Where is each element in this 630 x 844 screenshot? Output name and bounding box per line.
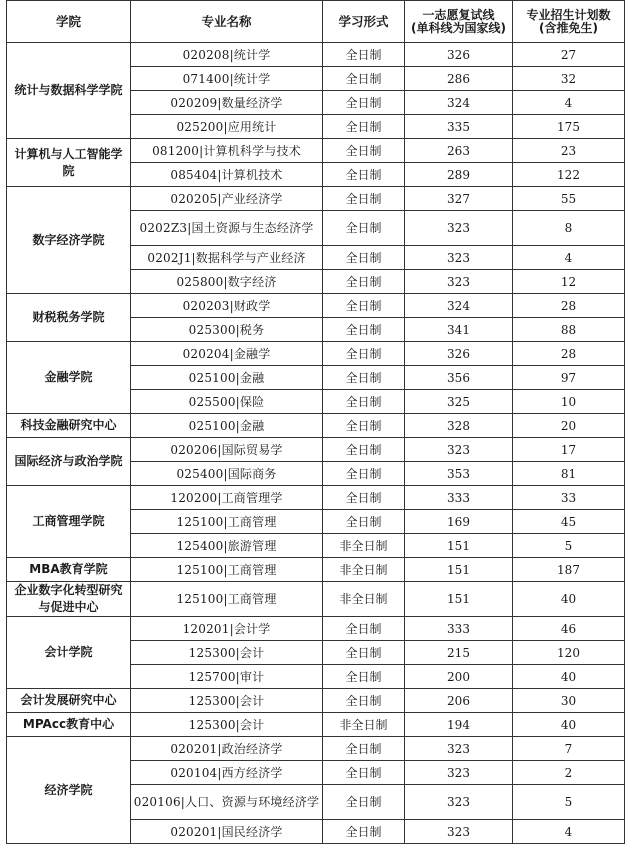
mode-cell: 全日制 [323, 67, 405, 91]
mode-cell: 全日制 [323, 187, 405, 211]
plan-cell: 23 [513, 139, 625, 163]
header-mode: 学习形式 [323, 1, 405, 43]
plan-cell: 187 [513, 558, 625, 582]
plan-cell: 28 [513, 294, 625, 318]
mode-cell: 全日制 [323, 785, 405, 820]
college-cell: 计算机与人工智能学院 [7, 139, 131, 187]
major-cell: 020201|政治经济学 [131, 737, 323, 761]
score-cell: 289 [405, 163, 513, 187]
mode-cell: 全日制 [323, 462, 405, 486]
table-row [7, 558, 625, 582]
plan-cell: 27 [513, 43, 625, 67]
major-cell: 125100|工商管理 [131, 582, 323, 617]
major-cell: 025500|保险 [131, 390, 323, 414]
score-cell: 323 [405, 246, 513, 270]
major-cell: 020106|人口、资源与环境经济学 [131, 785, 323, 820]
college-cell: 财税税务学院 [7, 294, 131, 342]
plan-cell: 32 [513, 67, 625, 91]
table-row [7, 582, 625, 617]
plan-cell: 4 [513, 820, 625, 844]
college-cell: 会计学院 [7, 617, 131, 689]
score-cell: 324 [405, 91, 513, 115]
plan-cell: 5 [513, 534, 625, 558]
mode-cell: 全日制 [323, 510, 405, 534]
score-cell: 200 [405, 665, 513, 689]
header-college: 学院 [7, 1, 131, 43]
score-cell: 206 [405, 689, 513, 713]
major-cell: 0202Z3|国土资源与生态经济学 [131, 211, 323, 246]
mode-cell: 全日制 [323, 318, 405, 342]
major-cell: 125300|会计 [131, 641, 323, 665]
major-cell: 125400|旅游管理 [131, 534, 323, 558]
mode-cell: 全日制 [323, 342, 405, 366]
major-cell: 120200|工商管理学 [131, 486, 323, 510]
mode-cell: 非全日制 [323, 582, 405, 617]
major-cell: 125100|工商管理 [131, 558, 323, 582]
mode-cell: 全日制 [323, 665, 405, 689]
score-cell: 356 [405, 366, 513, 390]
major-cell: 125300|会计 [131, 713, 323, 737]
score-cell: 341 [405, 318, 513, 342]
plan-cell: 122 [513, 163, 625, 187]
mode-cell: 全日制 [323, 139, 405, 163]
admission-table [6, 0, 625, 844]
score-cell: 328 [405, 414, 513, 438]
score-cell: 151 [405, 534, 513, 558]
table-row [7, 617, 625, 641]
plan-cell: 55 [513, 187, 625, 211]
college-cell: 数字经济学院 [7, 187, 131, 294]
major-cell: 020104|西方经济学 [131, 761, 323, 785]
mode-cell: 全日制 [323, 211, 405, 246]
plan-cell: 46 [513, 617, 625, 641]
table-row [7, 486, 625, 510]
mode-cell: 全日制 [323, 91, 405, 115]
mode-cell: 全日制 [323, 737, 405, 761]
major-cell: 020201|国民经济学 [131, 820, 323, 844]
plan-cell: 40 [513, 713, 625, 737]
mode-cell: 全日制 [323, 414, 405, 438]
score-cell: 215 [405, 641, 513, 665]
college-cell: MBA教育学院 [7, 558, 131, 582]
table-row [7, 737, 625, 761]
mode-cell: 全日制 [323, 270, 405, 294]
table-row [7, 187, 625, 211]
mode-cell: 全日制 [323, 246, 405, 270]
plan-cell: 2 [513, 761, 625, 785]
score-cell: 323 [405, 820, 513, 844]
score-cell: 323 [405, 737, 513, 761]
college-cell: 金融学院 [7, 342, 131, 414]
score-cell: 286 [405, 67, 513, 91]
major-cell: 081200|计算机科学与技术 [131, 139, 323, 163]
score-cell: 326 [405, 43, 513, 67]
table-row [7, 713, 625, 737]
major-cell: 020206|国际贸易学 [131, 438, 323, 462]
score-cell: 335 [405, 115, 513, 139]
table-body [7, 43, 625, 844]
mode-cell: 全日制 [323, 820, 405, 844]
major-cell: 125100|工商管理 [131, 510, 323, 534]
plan-cell: 12 [513, 270, 625, 294]
score-cell: 323 [405, 785, 513, 820]
college-cell: 工商管理学院 [7, 486, 131, 558]
plan-cell: 17 [513, 438, 625, 462]
mode-cell: 全日制 [323, 115, 405, 139]
major-cell: 020205|产业经济学 [131, 187, 323, 211]
major-cell: 025100|金融 [131, 366, 323, 390]
major-cell: 120201|会计学 [131, 617, 323, 641]
score-cell: 169 [405, 510, 513, 534]
mode-cell: 全日制 [323, 617, 405, 641]
score-cell: 151 [405, 582, 513, 617]
score-cell: 325 [405, 390, 513, 414]
plan-cell: 33 [513, 486, 625, 510]
table-row [7, 294, 625, 318]
college-cell: 国际经济与政治学院 [7, 438, 131, 486]
major-cell: 020208|统计学 [131, 43, 323, 67]
mode-cell: 全日制 [323, 163, 405, 187]
mode-cell: 全日制 [323, 294, 405, 318]
major-cell: 025300|税务 [131, 318, 323, 342]
table-row [7, 139, 625, 163]
score-cell: 333 [405, 617, 513, 641]
college-cell: 企业数字化转型研究与促进中心 [7, 582, 131, 617]
major-cell: 071400|统计学 [131, 67, 323, 91]
plan-cell: 40 [513, 665, 625, 689]
score-cell: 194 [405, 713, 513, 737]
mode-cell: 全日制 [323, 486, 405, 510]
major-cell: 025800|数字经济 [131, 270, 323, 294]
mode-cell: 全日制 [323, 366, 405, 390]
mode-cell: 全日制 [323, 689, 405, 713]
table-row [7, 438, 625, 462]
score-cell: 333 [405, 486, 513, 510]
plan-cell: 120 [513, 641, 625, 665]
score-cell: 326 [405, 342, 513, 366]
header-score: 一志愿复试线 (单科线为国家线) [405, 1, 513, 43]
mode-cell: 全日制 [323, 438, 405, 462]
mode-cell: 全日制 [323, 761, 405, 785]
score-cell: 323 [405, 270, 513, 294]
college-cell: 会计发展研究中心 [7, 689, 131, 713]
header-row [7, 1, 625, 43]
score-cell: 263 [405, 139, 513, 163]
college-cell: 经济学院 [7, 737, 131, 844]
plan-cell: 81 [513, 462, 625, 486]
score-cell: 324 [405, 294, 513, 318]
plan-cell: 45 [513, 510, 625, 534]
score-cell: 323 [405, 438, 513, 462]
header-major: 专业名称 [131, 1, 323, 43]
plan-cell: 30 [513, 689, 625, 713]
mode-cell: 全日制 [323, 390, 405, 414]
major-cell: 025200|应用统计 [131, 115, 323, 139]
plan-cell: 7 [513, 737, 625, 761]
major-cell: 020209|数量经济学 [131, 91, 323, 115]
major-cell: 125700|审计 [131, 665, 323, 689]
plan-cell: 88 [513, 318, 625, 342]
major-cell: 085404|计算机技术 [131, 163, 323, 187]
mode-cell: 全日制 [323, 43, 405, 67]
plan-cell: 28 [513, 342, 625, 366]
plan-cell: 4 [513, 91, 625, 115]
college-cell: 科技金融研究中心 [7, 414, 131, 438]
plan-cell: 4 [513, 246, 625, 270]
score-cell: 323 [405, 761, 513, 785]
major-cell: 020203|财政学 [131, 294, 323, 318]
score-cell: 323 [405, 211, 513, 246]
plan-cell: 8 [513, 211, 625, 246]
college-cell: 统计与数据科学学院 [7, 43, 131, 139]
table-row [7, 414, 625, 438]
score-cell: 353 [405, 462, 513, 486]
plan-cell: 97 [513, 366, 625, 390]
table-row [7, 689, 625, 713]
mode-cell: 非全日制 [323, 534, 405, 558]
major-cell: 025400|国际商务 [131, 462, 323, 486]
score-cell: 151 [405, 558, 513, 582]
college-cell: MPAcc教育中心 [7, 713, 131, 737]
plan-cell: 20 [513, 414, 625, 438]
plan-cell: 5 [513, 785, 625, 820]
mode-cell: 非全日制 [323, 558, 405, 582]
table-row [7, 342, 625, 366]
plan-cell: 175 [513, 115, 625, 139]
plan-cell: 40 [513, 582, 625, 617]
major-cell: 125300|会计 [131, 689, 323, 713]
mode-cell: 非全日制 [323, 713, 405, 737]
major-cell: 020204|金融学 [131, 342, 323, 366]
plan-cell: 10 [513, 390, 625, 414]
mode-cell: 全日制 [323, 641, 405, 665]
table-row [7, 43, 625, 67]
major-cell: 025100|金融 [131, 414, 323, 438]
score-cell: 327 [405, 187, 513, 211]
major-cell: 0202J1|数据科学与产业经济 [131, 246, 323, 270]
header-plan: 专业招生计划数 (含推免生) [513, 1, 625, 43]
